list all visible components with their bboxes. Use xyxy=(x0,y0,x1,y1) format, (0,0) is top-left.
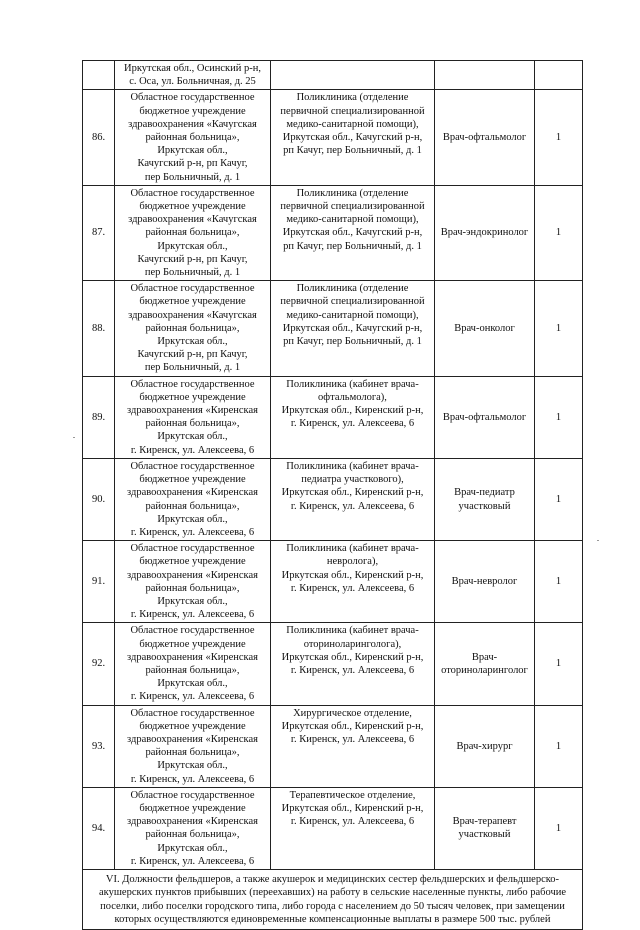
cell-count xyxy=(535,185,583,280)
unit-line: Иркутская обл., Киренский р-н, xyxy=(281,569,424,581)
table-row xyxy=(83,623,583,705)
org-line: Иркутская обл., xyxy=(157,431,228,443)
position-line: Врач-онколог xyxy=(454,322,515,334)
org-line: бюджетное учреждение xyxy=(139,201,246,213)
row-number: 90. xyxy=(91,493,106,505)
unit-line: Хирургическое отделение, xyxy=(293,707,412,719)
org-line: Качугский р-н, рп Качуг, xyxy=(137,158,248,170)
unit-line: оториноларинголога), xyxy=(303,638,402,650)
cell-number xyxy=(83,458,115,540)
row-number: 89. xyxy=(91,411,106,423)
cell-number xyxy=(83,90,115,185)
org-line: Областное государственное xyxy=(130,707,255,719)
unit-line: Поликлиника (кабинет врача- xyxy=(286,378,419,390)
org-line: районная больница», xyxy=(145,829,240,841)
org-line: Качугский р-н, рп Качуг, xyxy=(137,253,248,265)
org-line: здравоохранения «Киренская xyxy=(127,487,258,499)
cell-position xyxy=(435,61,535,90)
row-number: 86. xyxy=(91,132,106,144)
position-count: 1 xyxy=(555,658,562,670)
unit-line: Поликлиника (отделение xyxy=(296,283,409,295)
org-line: здравоохранения «Киренская xyxy=(127,405,258,417)
position-count: 1 xyxy=(555,322,562,334)
cell-unit xyxy=(271,281,435,376)
section-vi-heading xyxy=(83,869,583,929)
position-line: Врач-педиатр xyxy=(454,487,515,499)
unit-line: первичной специализированной xyxy=(280,201,425,213)
position-line: Врач-эндокринолог xyxy=(440,227,529,239)
org-line: г. Киренск, ул. Алексеева, 6 xyxy=(130,526,255,538)
position-count: 1 xyxy=(555,576,562,588)
org-line: Иркутская обл., xyxy=(157,595,228,607)
cell-count xyxy=(535,458,583,540)
org-line: с. Оса, ул. Больничная, д. 25 xyxy=(129,76,256,88)
cell-position xyxy=(435,458,535,540)
position-line: Врач-невролог xyxy=(451,576,518,588)
org-line: пер Больничный, д. 1 xyxy=(144,171,241,183)
org-line: Иркутская обл., xyxy=(157,678,228,690)
unit-line: Поликлиника (кабинет врача- xyxy=(286,543,419,555)
org-line: районная больница», xyxy=(145,322,240,334)
table-row xyxy=(83,705,583,787)
unit-line: Иркутская обл., Киренский р-н, xyxy=(281,720,424,732)
org-line: Областное государственное xyxy=(130,543,255,555)
row-number: 94. xyxy=(91,822,106,834)
position-count: 1 xyxy=(555,227,562,239)
org-line: пер Больничный, д. 1 xyxy=(144,362,241,374)
org-line: районная больница», xyxy=(145,418,240,430)
unit-line: Поликлиника (кабинет врача- xyxy=(286,460,419,472)
cell-position xyxy=(435,623,535,705)
cell-organization xyxy=(115,705,271,787)
cell-unit xyxy=(271,705,435,787)
row-number: 87. xyxy=(91,227,106,239)
cell-count xyxy=(535,705,583,787)
position-line: Врач-офтальмолог xyxy=(442,132,527,144)
cell-organization xyxy=(115,541,271,623)
org-line: районная больница», xyxy=(145,582,240,594)
cell-unit xyxy=(271,185,435,280)
org-line: Областное государственное xyxy=(130,187,255,199)
unit-line: Иркутская обл., Качугский р-н, xyxy=(282,227,423,239)
cell-number xyxy=(83,787,115,869)
unit-line: педиатра участкового), xyxy=(301,474,404,486)
org-line: здравоохранения «Киренская xyxy=(127,733,258,745)
org-line: пер Больничный, д. 1 xyxy=(144,267,241,279)
unit-line: первичной специализированной xyxy=(280,296,425,308)
unit-line: Иркутская обл., Качугский р-н, xyxy=(282,322,423,334)
section-heading-row xyxy=(83,869,583,929)
position-count: 1 xyxy=(555,132,562,144)
table-body xyxy=(83,61,583,930)
cell-organization xyxy=(115,61,271,90)
row-number: 92. xyxy=(91,658,106,670)
org-line: Иркутская обл., xyxy=(157,336,228,348)
position-count: 1 xyxy=(555,411,562,423)
org-line: Иркутская обл., xyxy=(157,145,228,157)
unit-line: г. Киренск, ул. Алексеева, 6 xyxy=(290,733,415,745)
org-line: г. Киренск, ул. Алексеева, 6 xyxy=(130,609,255,621)
positions-table xyxy=(82,60,583,930)
cell-organization xyxy=(115,787,271,869)
org-line: бюджетное учреждение xyxy=(139,105,246,117)
section-heading-line: которых осуществляются единовременные компенсационные выплаты в размере 500 тыс. рублей xyxy=(114,914,551,926)
unit-line: невролога), xyxy=(326,556,379,568)
cell-organization xyxy=(115,185,271,280)
section-heading-line: поселки, либо поселки городского типа, либо города с населением до 50 тысяч человек, при замещении xyxy=(100,900,565,912)
scan-speck xyxy=(597,540,599,541)
table-row xyxy=(83,541,583,623)
cell-count xyxy=(535,61,583,90)
org-line: Областное государственное xyxy=(130,378,255,390)
org-line: Областное государственное xyxy=(130,283,255,295)
org-line: районная больница», xyxy=(145,500,240,512)
org-line: Иркутская обл., xyxy=(157,842,228,854)
cell-number xyxy=(83,61,115,90)
position-line: Врач- xyxy=(471,651,498,663)
unit-line: Поликлиника (отделение xyxy=(296,187,409,199)
unit-line: медико-санитарной помощи), xyxy=(286,118,419,130)
org-line: Качугский р-н, рп Качуг, xyxy=(137,349,248,361)
table-row xyxy=(83,90,583,185)
row-number: 91. xyxy=(91,576,106,588)
unit-line: рп Качуг, пер Больничный, д. 1 xyxy=(283,336,422,348)
org-line: г. Киренск, ул. Алексеева, 6 xyxy=(130,444,255,456)
cell-unit xyxy=(271,61,435,90)
cell-count xyxy=(535,541,583,623)
cell-count xyxy=(535,787,583,869)
org-line: бюджетное учреждение xyxy=(139,556,246,568)
cell-position xyxy=(435,705,535,787)
cell-unit xyxy=(271,623,435,705)
unit-line: медико-санитарной помощи), xyxy=(286,214,419,226)
unit-line: г. Киренск, ул. Алексеева, 6 xyxy=(290,500,415,512)
org-line: г. Киренск, ул. Алексеева, 6 xyxy=(130,773,255,785)
org-line: Иркутская обл., xyxy=(157,513,228,525)
position-count: 1 xyxy=(555,493,562,505)
org-line: Областное государственное xyxy=(130,625,255,637)
position-line: Врач-хирург xyxy=(456,740,513,752)
cell-unit xyxy=(271,90,435,185)
section-heading-line: акушерских пунктов прибывших (переехавших) на работу в сельские населенные пункты, либо рабочие xyxy=(98,887,567,899)
table-row xyxy=(83,185,583,280)
cell-organization xyxy=(115,623,271,705)
org-line: районная больница», xyxy=(145,132,240,144)
cell-position xyxy=(435,376,535,458)
cell-number xyxy=(83,541,115,623)
org-line: Областное государственное xyxy=(130,460,255,472)
cell-position xyxy=(435,281,535,376)
cell-number xyxy=(83,281,115,376)
unit-line: г. Киренск, ул. Алексеева, 6 xyxy=(290,816,415,828)
org-line: здравоохранения «Качугская xyxy=(128,309,257,321)
unit-line: медико-санитарной помощи), xyxy=(286,309,419,321)
cell-position xyxy=(435,541,535,623)
org-line: районная больница», xyxy=(145,227,240,239)
unit-line: Иркутская обл., Качугский р-н, xyxy=(282,132,423,144)
position-line: оториноларинголог xyxy=(441,664,528,676)
cell-count xyxy=(535,281,583,376)
unit-line: Терапевтическое отделение, xyxy=(289,789,416,801)
position-count: 1 xyxy=(555,740,562,752)
row-number: 93. xyxy=(91,740,106,752)
cell-organization xyxy=(115,376,271,458)
org-line: Иркутская обл., Осинский р-н, xyxy=(123,63,261,74)
org-line: бюджетное учреждение xyxy=(139,638,246,650)
unit-line: г. Киренск, ул. Алексеева, 6 xyxy=(290,664,415,676)
unit-line: г. Киренск, ул. Алексеева, 6 xyxy=(290,582,415,594)
cell-position xyxy=(435,90,535,185)
org-line: г. Киренск, ул. Алексеева, 6 xyxy=(130,691,255,703)
org-line: Иркутская обл., xyxy=(157,240,228,252)
table-row-continuation xyxy=(83,61,583,90)
org-line: здравоохранения «Киренская xyxy=(127,569,258,581)
org-line: бюджетное учреждение xyxy=(139,296,246,308)
org-line: здравоохранения «Киренская xyxy=(127,816,258,828)
org-line: Иркутская обл., xyxy=(157,760,228,772)
unit-line: офтальмолога), xyxy=(318,391,387,403)
cell-position xyxy=(435,787,535,869)
row-number: 88. xyxy=(91,322,106,334)
unit-line: Иркутская обл., Киренский р-н, xyxy=(281,802,424,814)
cell-number xyxy=(83,376,115,458)
org-line: бюджетное учреждение xyxy=(139,802,246,814)
unit-line: Поликлиника (отделение xyxy=(296,92,409,104)
unit-line: Иркутская обл., Киренский р-н, xyxy=(281,651,424,663)
cell-unit xyxy=(271,376,435,458)
cell-count xyxy=(535,623,583,705)
table-row xyxy=(83,787,583,869)
cell-organization xyxy=(115,281,271,376)
org-line: бюджетное учреждение xyxy=(139,474,246,486)
table-row xyxy=(83,458,583,540)
cell-number xyxy=(83,705,115,787)
position-line: Врач-терапевт xyxy=(452,816,517,828)
cell-organization xyxy=(115,90,271,185)
org-line: Областное государственное xyxy=(130,92,255,104)
unit-line: рп Качуг, пер Больничный, д. 1 xyxy=(283,240,422,252)
cell-position xyxy=(435,185,535,280)
org-line: бюджетное учреждение xyxy=(139,720,246,732)
scan-speck xyxy=(73,437,75,438)
unit-line: рп Качуг, пер Больничный, д. 1 xyxy=(283,145,422,157)
unit-line: Иркутская обл., Киренский р-н, xyxy=(281,487,424,499)
cell-unit xyxy=(271,458,435,540)
cell-unit xyxy=(271,541,435,623)
org-line: районная больница», xyxy=(145,747,240,759)
cell-unit xyxy=(271,787,435,869)
org-line: г. Киренск, ул. Алексеева, 6 xyxy=(130,855,255,867)
org-line: здравоохранения «Качугская xyxy=(128,214,257,226)
org-line: здравоохранения «Качугская xyxy=(128,118,257,130)
cell-number xyxy=(83,623,115,705)
position-line: участковый xyxy=(458,829,511,841)
org-line: здравоохранения «Киренская xyxy=(127,651,258,663)
table-row xyxy=(83,281,583,376)
org-line: Областное государственное xyxy=(130,789,255,801)
cell-count xyxy=(535,90,583,185)
table-row xyxy=(83,376,583,458)
position-line: участковый xyxy=(458,500,511,512)
unit-line: Поликлиника (кабинет врача- xyxy=(286,625,419,637)
position-count: 1 xyxy=(555,822,562,834)
cell-number xyxy=(83,185,115,280)
section-heading-line: VI. Должности фельдшеров, а также акушерок и медицинских сестер фельдшерских и фельдшерско- xyxy=(105,873,560,885)
unit-line: первичной специализированной xyxy=(280,105,425,117)
unit-line: г. Киренск, ул. Алексеева, 6 xyxy=(290,418,415,430)
cell-organization xyxy=(115,458,271,540)
org-line: бюджетное учреждение xyxy=(139,391,246,403)
org-line: районная больница», xyxy=(145,664,240,676)
unit-line: Иркутская обл., Киренский р-н, xyxy=(281,405,424,417)
position-line: Врач-офтальмолог xyxy=(442,411,527,423)
cell-count xyxy=(535,376,583,458)
